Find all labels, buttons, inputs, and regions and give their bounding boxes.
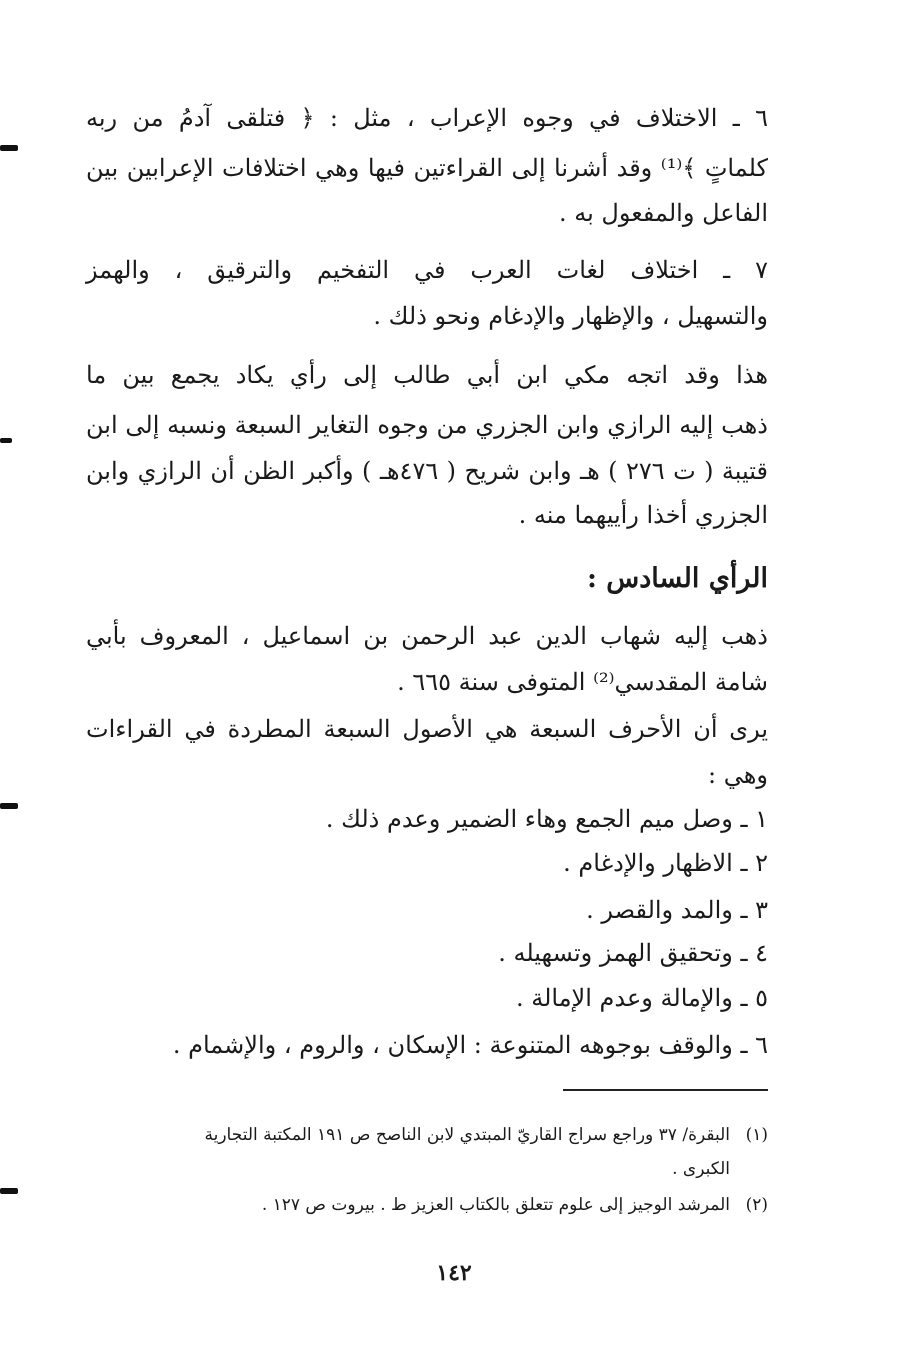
- paragraph-line: والتسهيل ، والإظهار والإدغام ونحو ذلك .: [373, 302, 768, 330]
- page-number: ١٤٢: [436, 1260, 472, 1286]
- footnote-separator: [563, 1089, 768, 1091]
- scan-edge-mark: [0, 438, 12, 443]
- footnote-number: (١): [745, 1125, 768, 1145]
- list-item: ٣ ـ والمد والقصر .: [586, 896, 768, 924]
- footnote-text: البقرة/ ٣٧ وراجع سراج القاريّ المبتدي لابن الناصح ص ١٩١ المكتبة التجارية: [204, 1125, 730, 1145]
- paragraph-line: ذهب إليه الرازي وابن الجزري من وجوه التغاير السبعة ونسبه إلى ابن: [86, 411, 768, 439]
- list-item: ١ ـ وصل ميم الجمع وهاء الضمير وعدم ذلك .: [325, 805, 768, 833]
- paragraph-line: قتيبة ( ت ٢٧٦ ) هـ وابن شريح ( ٤٧٦هـ ) وأكبر الظن أن الرازي وابن: [86, 457, 768, 485]
- paragraph-line: ذهب إليه شهاب الدين عبد الرحمن بن اسماعيل ، المعروف بأبي: [86, 622, 768, 650]
- list-item: ٥ ـ والإمالة وعدم الإمالة .: [515, 984, 768, 1012]
- footnote-continuation: الكبرى .: [672, 1159, 730, 1179]
- footnote-number: (٢): [745, 1195, 768, 1215]
- paragraph-line: الفاعل والمفعول به .: [559, 199, 768, 227]
- section-heading: الرأي السادس :: [586, 563, 768, 594]
- paragraph-line: هذا وقد اتجه مكي ابن أبي طالب إلى رأي يكاد يجمع بين ما: [86, 361, 768, 389]
- paragraph-line: كلماتٍ ﴾⁽¹⁾ وقد أشرنا إلى القراءتين فيها وهي اختلافات الإعرابين بين: [86, 154, 768, 182]
- list-item: ٤ ـ وتحقيق الهمز وتسهيله .: [498, 939, 768, 967]
- scan-edge-mark: [0, 1188, 18, 1194]
- footnote-1: [86, 1120, 768, 1150]
- paragraph-line: شامة المقدسي⁽²⁾ المتوفى سنة ٦٦٥ .: [397, 668, 768, 696]
- paragraph-line: ٧ ـ اختلاف لغات العرب في التفخيم والترقيق ، والهمز: [86, 256, 769, 284]
- list-item: ٢ ـ الاظهار والإدغام .: [563, 849, 768, 877]
- scan-edge-mark: [0, 803, 18, 809]
- paragraph-line: الجزري أخذا رأييهما منه .: [518, 501, 768, 529]
- paragraph-line: وهي :: [708, 761, 768, 789]
- footnote-2: [86, 1190, 768, 1220]
- scan-edge-mark: [0, 145, 18, 151]
- paragraph-line: يرى أن الأحرف السبعة هي الأصول السبعة المطردة في القراءات: [86, 715, 768, 743]
- list-item: ٦ ـ والوقف بوجوهه المتنوعة : الإسكان ، والروم ، والإشمام .: [172, 1031, 768, 1059]
- paragraph-line: ٦ ـ الاختلاف في وجوه الإعراب ، مثل : ﴿ فتلقى آدمُ من ربه: [86, 104, 768, 132]
- footnote-text: المرشد الوجيز إلى علوم تتعلق بالكتاب العزيز ط . بيروت ص ١٢٧ .: [261, 1195, 730, 1215]
